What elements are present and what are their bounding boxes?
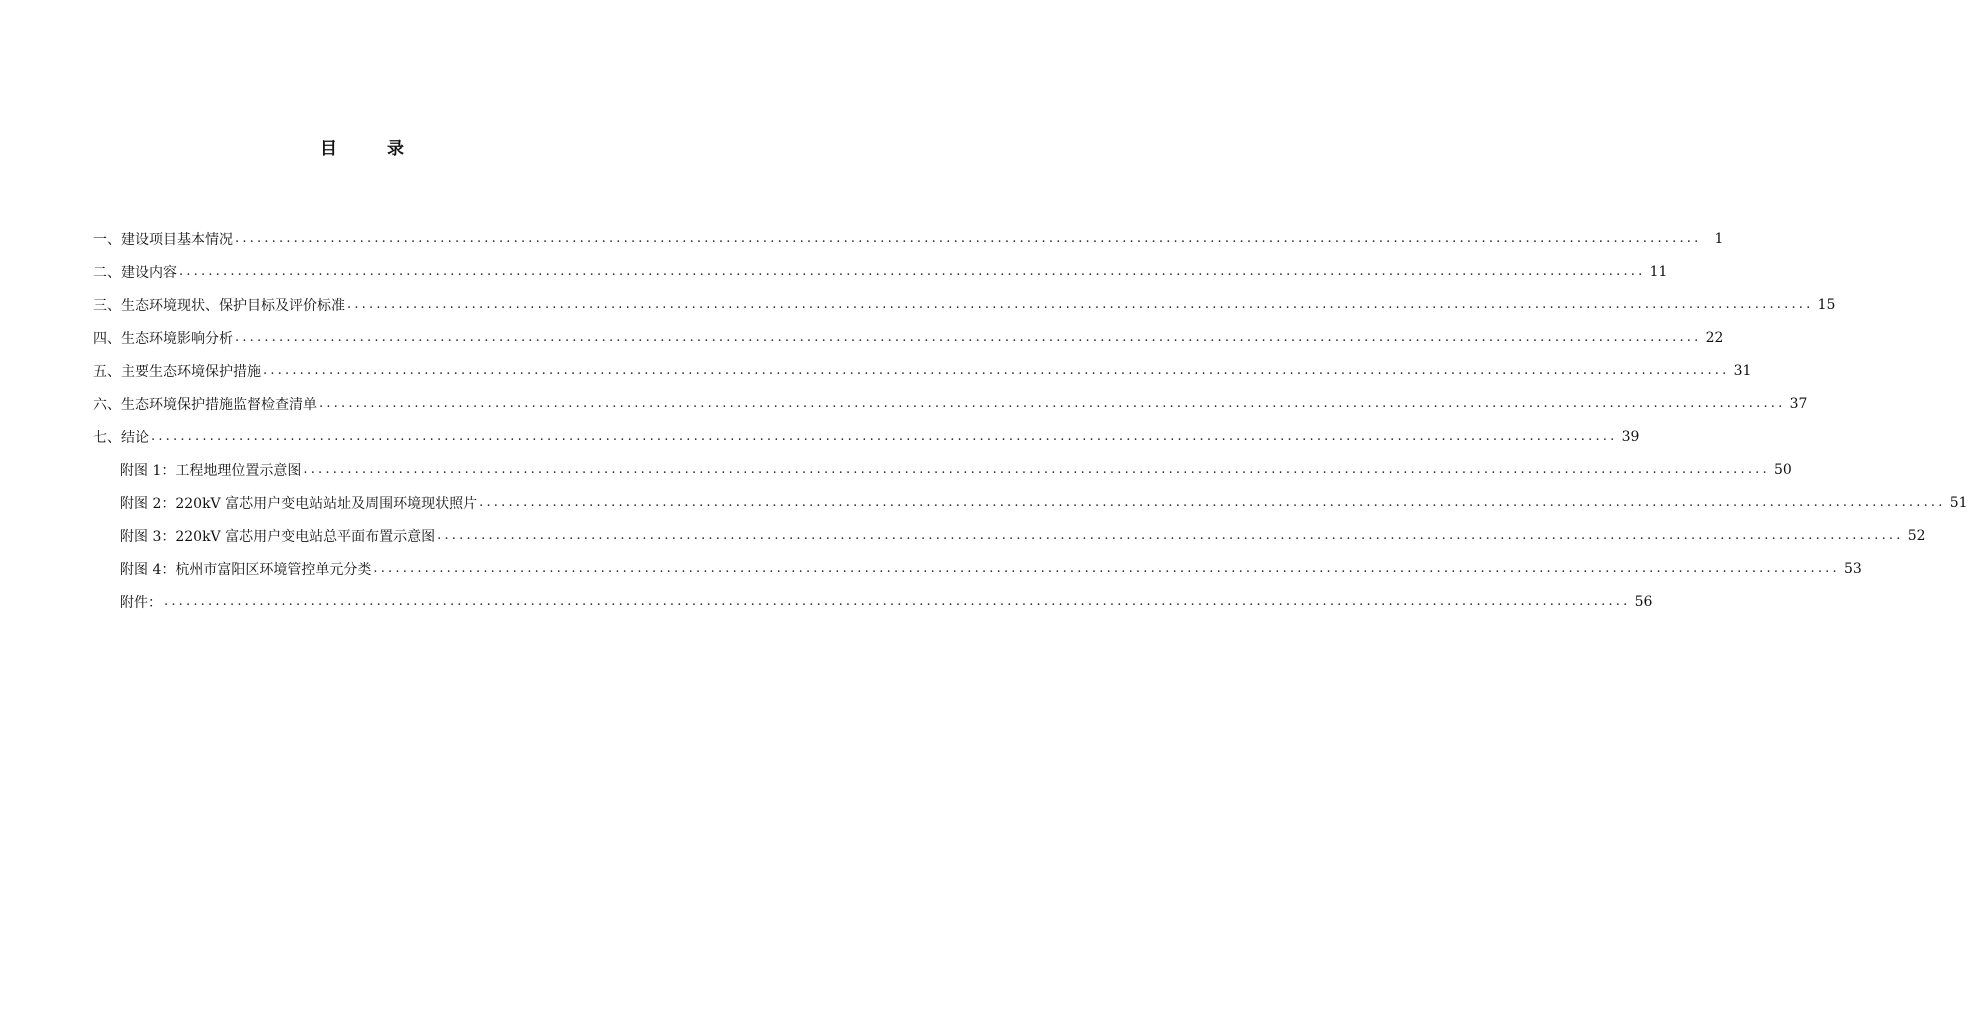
toc-entry-label: 四、生态环境影响分析: [93, 330, 233, 347]
dot-leader: ........................................................................................................................................................................................................: [164, 594, 1631, 609]
toc-entry-label: 五、主要生态环境保护措施: [93, 363, 261, 380]
toc-entry[interactable]: [93, 321, 1724, 354]
dot-leader: ........................................................................................................................................................................................................: [263, 363, 1730, 378]
dot-leader: ........................................................................................................................................................................................................: [179, 264, 1646, 279]
toc-entry-label: 六、生态环境保护措施监督检查清单: [93, 396, 317, 413]
toc-entry-page: 50: [1774, 461, 1792, 478]
toc-subentry[interactable]: [93, 453, 1792, 486]
dot-leader: ........................................................................................................................................................................................................: [479, 495, 1946, 510]
dot-leader: ........................................................................................................................................................................................................: [235, 330, 1702, 345]
toc-entry-page: 31: [1733, 362, 1752, 379]
toc-entry[interactable]: [93, 387, 1808, 420]
toc-entry-label: 七、结论: [93, 429, 149, 446]
dot-leader: ........................................................................................................................................................................................................: [437, 528, 1904, 543]
toc-entry[interactable]: [93, 255, 1668, 288]
toc-entry-page: 15: [1817, 296, 1836, 313]
toc-entry-page: 51: [1949, 494, 1968, 511]
toc-entry-label: 附图 2：220kV 富芯用户变电站站址及周围环境现状照片: [120, 495, 478, 512]
dot-leader: ........................................................................................................................................................................................................: [303, 462, 1770, 477]
toc-entry-page: 22: [1705, 329, 1724, 346]
toc-subentry[interactable]: [93, 585, 1653, 618]
toc-entry[interactable]: [93, 354, 1752, 387]
toc-entry-page: 52: [1907, 527, 1926, 544]
toc-entry-page: 39: [1621, 428, 1640, 445]
toc-entry-label: 二、建设内容: [93, 264, 177, 281]
dot-leader: ........................................................................................................................................................................................................: [235, 231, 1702, 246]
toc-entry[interactable]: [93, 222, 1724, 255]
toc-entry-label: 附图 4：杭州市富阳区环境管控单元分类: [120, 561, 372, 578]
dot-leader: ........................................................................................................................................................................................................: [373, 561, 1840, 576]
toc-entry[interactable]: [93, 288, 1836, 321]
toc-entry-label: 附图 3：220kV 富芯用户变电站总平面布置示意图: [120, 528, 436, 545]
toc-subentry[interactable]: [93, 552, 1862, 585]
toc-entry-page: 37: [1789, 395, 1808, 412]
toc-subentry[interactable]: [93, 486, 1968, 519]
toc-entry-page: 11: [1649, 263, 1668, 280]
dot-leader: ........................................................................................................................................................................................................: [347, 297, 1814, 312]
dot-leader: ........................................................................................................................................................................................................: [319, 396, 1786, 411]
toc-entry-page: 53: [1844, 560, 1862, 577]
toc-entry-label: 附件：: [120, 594, 162, 611]
dot-leader: ........................................................................................................................................................................................................: [151, 429, 1618, 444]
toc-entry-page: 1: [1714, 230, 1724, 247]
toc-entry-page: 56: [1634, 593, 1653, 610]
toc-entry-label: 附图 1：工程地理位置示意图: [120, 462, 302, 479]
toc-entry-label: 三、生态环境现状、保护目标及评价标准: [93, 297, 345, 314]
toc-entry[interactable]: [93, 420, 1640, 453]
page-title: 目 录: [320, 139, 426, 159]
table-of-contents: [93, 222, 1968, 618]
toc-entry-label: 一、建设项目基本情况: [93, 231, 233, 248]
toc-subentry[interactable]: [93, 519, 1926, 552]
